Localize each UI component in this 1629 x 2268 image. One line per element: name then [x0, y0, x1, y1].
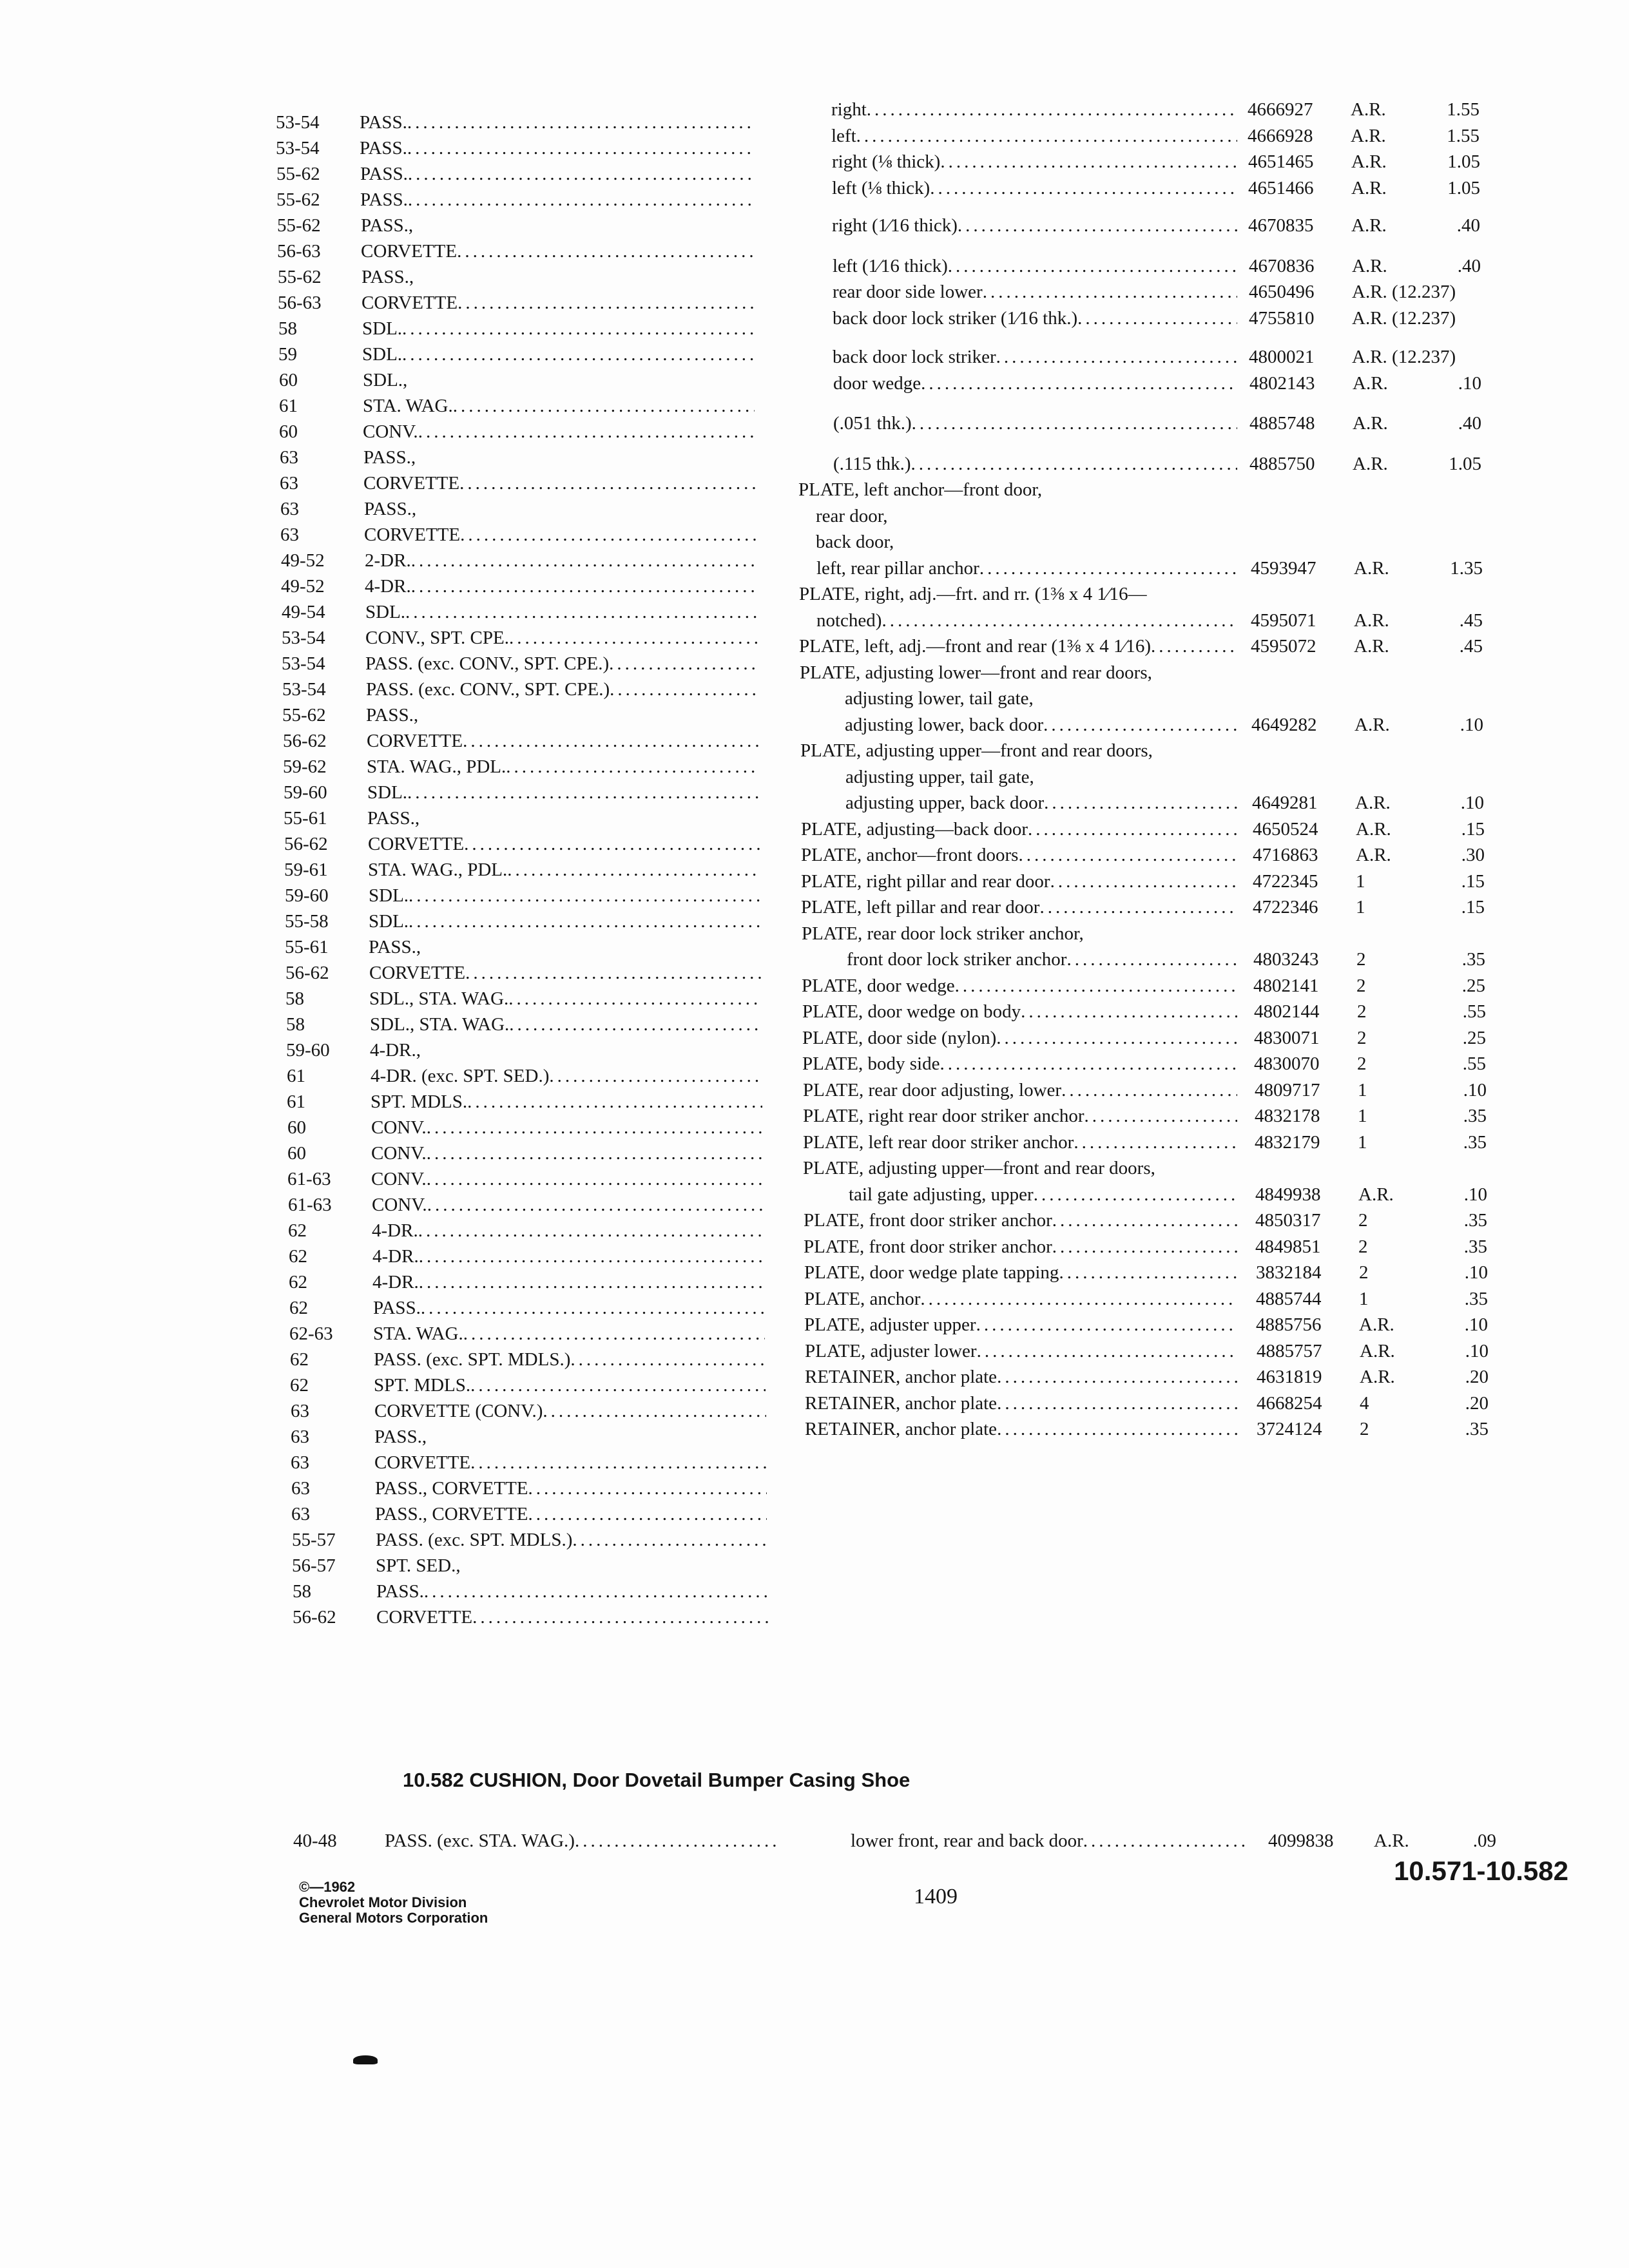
part-description: (.115 thk.) ..... — [833, 451, 1237, 477]
model-name: CORVETTE ..... — [374, 1450, 766, 1475]
model-name: CONV. ..... — [371, 1166, 763, 1192]
part-number: 4802141 — [1253, 975, 1319, 996]
part-description: PLATE, door wedge on body ..... — [802, 999, 1237, 1024]
part-description: adjusting lower, tail gate, — [845, 688, 1034, 709]
section-quantity: A.R. — [1374, 1831, 1409, 1851]
part-number: 4666927 — [1248, 99, 1313, 120]
model-year: 62 — [289, 1272, 307, 1293]
part-description: rear door, — [816, 506, 888, 526]
price: .35 — [1463, 1236, 1487, 1257]
page-number: 1409 — [914, 1885, 958, 1908]
price: .40 — [1457, 256, 1481, 276]
model-name: CORVETTE ..... — [363, 470, 755, 496]
price: .20 — [1465, 1393, 1489, 1414]
model-name: CONV. ..... — [371, 1140, 763, 1166]
price: .40 — [1458, 413, 1481, 434]
model-name: CORVETTE ..... — [364, 522, 756, 548]
quantity: 2 — [1359, 1262, 1369, 1283]
part-description: PLATE, anchor—front doors ..... — [801, 842, 1237, 868]
model-name: 2-DR. ..... — [365, 548, 757, 573]
part-description: RETAINER, anchor plate ..... — [805, 1390, 1237, 1416]
part-description: left (1⁄16 thick) ..... — [833, 253, 1237, 279]
model-year: 61-63 — [288, 1195, 332, 1215]
model-year: 53-54 — [276, 138, 320, 159]
model-name: PASS., CORVETTE ..... — [375, 1501, 767, 1527]
model-year: 60 — [287, 1117, 306, 1138]
model-name: SDL. ..... — [369, 883, 760, 908]
part-number: 4830071 — [1254, 1028, 1320, 1048]
quantity: A.R. — [1354, 558, 1389, 579]
model-name: SDL., — [363, 370, 408, 390]
model-year: 58 — [293, 1581, 311, 1602]
part-number: 4670835 — [1248, 215, 1314, 236]
part-description: PLATE, front door striker anchor ..... — [804, 1234, 1237, 1260]
quantity: 2 — [1358, 1236, 1368, 1257]
model-name: PASS. ..... — [360, 187, 752, 213]
part-description: notched) ..... — [816, 608, 1237, 633]
part-number: 4716863 — [1253, 845, 1318, 865]
price: .10 — [1464, 1262, 1488, 1283]
copyright: ©—1962 — [299, 1879, 356, 1895]
part-number: 4803243 — [1253, 949, 1319, 970]
model-year: 55-62 — [278, 267, 322, 287]
part-number: 4631819 — [1257, 1367, 1322, 1387]
quantity: A.R. — [1359, 1314, 1394, 1335]
model-year: 53-54 — [282, 653, 325, 674]
model-name: SDL. ..... — [362, 316, 754, 341]
model-name: 4-DR., — [370, 1040, 421, 1061]
model-year: 61 — [287, 1066, 305, 1086]
ink-mark — [353, 2055, 378, 2064]
part-number: 4651465 — [1248, 151, 1314, 172]
quantity: 2 — [1357, 1053, 1367, 1074]
quantity: A.R. (12.237) — [1352, 308, 1456, 329]
model-year: 56-63 — [278, 293, 322, 313]
quantity: A.R. — [1351, 215, 1387, 236]
quantity: A.R. — [1356, 845, 1391, 865]
section-range: 10.571-10.582 — [1394, 1856, 1568, 1886]
quantity: A.R. — [1355, 793, 1391, 813]
quantity: A.R. — [1351, 178, 1387, 198]
part-number: 4849938 — [1255, 1184, 1321, 1205]
part-description: PLATE, adjuster upper ..... — [804, 1312, 1237, 1338]
section-description: lower front, rear and back door ..... — [851, 1828, 1247, 1854]
model-year: 59-60 — [285, 885, 329, 906]
part-number: 4802144 — [1254, 1001, 1320, 1022]
model-year: 55-61 — [285, 937, 329, 957]
model-name: 4-DR. (exc. SPT. SED.) ..... — [371, 1063, 762, 1089]
model-year: 61 — [287, 1091, 305, 1112]
model-year: 55-62 — [282, 705, 326, 726]
model-year: 55-62 — [276, 189, 320, 210]
price: .55 — [1462, 1053, 1486, 1074]
part-number: 4651466 — [1248, 178, 1314, 198]
price: 1.55 — [1447, 99, 1480, 120]
part-number: 4722345 — [1253, 871, 1318, 892]
part-description: back door lock striker ..... — [833, 344, 1237, 370]
model-name: STA. WAG. ..... — [363, 393, 755, 419]
model-year: 62 — [289, 1298, 308, 1318]
part-description: rear door side lower ..... — [833, 279, 1237, 305]
model-year: 55-62 — [276, 164, 320, 184]
part-description: PLATE, adjusting lower—front and rear doors, — [800, 662, 1152, 683]
model-year: 53-54 — [282, 679, 326, 700]
model-year: 62 — [288, 1220, 307, 1241]
part-number: 4885757 — [1257, 1341, 1322, 1361]
quantity: A.R. — [1354, 715, 1390, 735]
part-number: 4830070 — [1254, 1053, 1320, 1074]
part-description: PLATE, rear door lock striker anchor, — [802, 923, 1084, 944]
price: .10 — [1458, 373, 1481, 394]
price: .35 — [1463, 1132, 1487, 1153]
price: 1.05 — [1447, 178, 1480, 198]
part-description: PLATE, adjuster lower ..... — [805, 1338, 1237, 1364]
model-year: 61-63 — [287, 1169, 331, 1189]
model-year: 49-52 — [281, 550, 325, 571]
model-name: SDL., STA. WAG. ..... — [369, 986, 761, 1012]
part-description: PLATE, right pillar and rear door ..... — [801, 869, 1237, 894]
model-year: 58 — [278, 318, 297, 339]
model-name: CONV. ..... — [372, 1192, 764, 1218]
price: .10 — [1460, 715, 1483, 735]
model-year: 49-54 — [282, 602, 325, 622]
part-number: 4595072 — [1251, 636, 1316, 657]
model-name: CORVETTE ..... — [361, 238, 753, 264]
model-name: 4-DR. ..... — [372, 1269, 764, 1295]
model-name: PASS. ..... — [376, 1579, 768, 1604]
part-number: 4832179 — [1255, 1132, 1320, 1153]
model-name: PASS., — [361, 267, 414, 287]
model-name: PASS. ..... — [373, 1295, 765, 1321]
model-year: 53-54 — [276, 112, 320, 133]
part-number: 4802143 — [1249, 373, 1315, 394]
quantity: A.R. — [1354, 636, 1389, 657]
model-name: SDL. ..... — [365, 599, 757, 625]
part-description: PLATE, right, adj.—frt. and rr. (1⅜ x 4 1⁄16— — [799, 584, 1147, 604]
model-year: 56-63 — [277, 241, 321, 262]
model-year: 59-61 — [284, 860, 328, 880]
quantity: A.R. — [1354, 610, 1389, 631]
quantity: 2 — [1357, 1028, 1367, 1048]
part-description: door wedge ..... — [833, 370, 1237, 396]
quantity: 2 — [1357, 1001, 1367, 1022]
quantity: A.R. — [1353, 373, 1388, 394]
quantity: A.R. — [1356, 819, 1391, 840]
model-year: 58 — [285, 988, 304, 1009]
part-description: right ..... — [831, 97, 1237, 122]
model-name: CORVETTE ..... — [369, 960, 761, 986]
corporation-name: General Motors Corporation — [299, 1910, 488, 1926]
part-number: 4755810 — [1249, 308, 1315, 329]
part-number: 4885750 — [1249, 454, 1315, 474]
part-number: 4885756 — [1256, 1314, 1322, 1335]
model-year: 63 — [280, 447, 298, 468]
quantity: 1 — [1358, 1132, 1367, 1153]
model-name: SDL. ..... — [369, 908, 760, 934]
part-description: back door, — [816, 532, 894, 552]
model-year: 59-60 — [286, 1040, 330, 1061]
model-name: PASS. (exc. SPT. MDLS.) ..... — [376, 1527, 767, 1553]
model-name: SDL. ..... — [362, 341, 754, 367]
part-number: 4649281 — [1252, 793, 1318, 813]
model-name: CORVETTE ..... — [361, 290, 753, 316]
part-description: PLATE, door wedge plate tapping ..... — [804, 1260, 1237, 1285]
quantity: 1 — [1356, 871, 1365, 892]
price: .45 — [1459, 610, 1483, 631]
quantity: A.R. (12.237) — [1352, 347, 1456, 367]
model-year: 63 — [280, 473, 298, 494]
section-part-number: 4099838 — [1268, 1831, 1334, 1851]
price: .15 — [1461, 871, 1485, 892]
model-year: 56-62 — [284, 834, 328, 854]
part-number: 4668254 — [1257, 1393, 1322, 1414]
part-number: 4722346 — [1253, 897, 1318, 918]
price: .35 — [1463, 1106, 1487, 1126]
quantity: A.R. — [1351, 99, 1386, 120]
part-description: PLATE, body side ..... — [802, 1051, 1237, 1077]
model-year: 60 — [287, 1143, 306, 1164]
price: .20 — [1465, 1367, 1489, 1387]
model-year: 63 — [291, 1427, 309, 1447]
model-name: CORVETTE ..... — [368, 831, 760, 857]
part-description: PLATE, left rear door striker anchor ..... — [803, 1129, 1237, 1155]
quantity: 2 — [1356, 949, 1366, 970]
model-name: PASS. (exc. SPT. MDLS.) ..... — [374, 1347, 766, 1372]
part-number: 4832178 — [1255, 1106, 1320, 1126]
price: .35 — [1464, 1289, 1488, 1309]
part-description: right (⅛ thick) ..... — [832, 149, 1237, 175]
price: .10 — [1463, 1184, 1487, 1205]
part-number: 4885744 — [1256, 1289, 1322, 1309]
model-year: 60 — [279, 370, 298, 390]
quantity: 1 — [1358, 1080, 1367, 1100]
price: 1.05 — [1447, 151, 1480, 172]
part-number: 4885748 — [1249, 413, 1315, 434]
model-year: 63 — [280, 499, 299, 519]
model-name: CONV. ..... — [363, 419, 755, 445]
part-description: RETAINER, anchor plate ..... — [805, 1364, 1237, 1390]
price: .35 — [1463, 1210, 1487, 1231]
part-description: tail gate adjusting, upper ..... — [849, 1182, 1237, 1207]
quantity: 1 — [1356, 897, 1365, 918]
part-description: PLATE, anchor ..... — [804, 1286, 1237, 1312]
part-description: PLATE, left pillar and rear door ..... — [801, 894, 1237, 920]
part-number: 4809717 — [1255, 1080, 1320, 1100]
quantity: 2 — [1360, 1419, 1369, 1439]
price: .25 — [1461, 975, 1485, 996]
model-name: SPT. MDLS. ..... — [371, 1089, 762, 1115]
part-description: PLATE, door wedge ..... — [802, 973, 1237, 999]
part-description: PLATE, adjusting upper—front and rear doors, — [803, 1158, 1155, 1178]
part-description: PLATE, adjusting—back door ..... — [801, 816, 1237, 842]
part-description: right (1⁄16 thick) ..... — [832, 213, 1237, 238]
model-name: PASS., — [374, 1427, 427, 1447]
model-year: 56-57 — [292, 1555, 336, 1576]
section-price: .09 — [1472, 1831, 1496, 1851]
part-number: 4850317 — [1255, 1210, 1321, 1231]
part-description: PLATE, right rear door striker anchor ..... — [803, 1103, 1237, 1129]
model-year: 63 — [291, 1504, 310, 1524]
quantity: A.R. — [1353, 413, 1388, 434]
quantity: A.R. — [1358, 1184, 1394, 1205]
model-year: 63 — [291, 1478, 310, 1499]
section-heading: 10.582 CUSHION, Door Dovetail Bumper Casing Shoe — [403, 1769, 911, 1791]
model-year: 55-58 — [285, 911, 329, 932]
model-name: PASS. (exc. CONV., SPT. CPE.) ..... — [365, 651, 757, 677]
part-description: adjusting upper, back door ..... — [845, 790, 1237, 816]
quantity: A.R. — [1351, 151, 1387, 172]
model-year: 59 — [278, 344, 297, 365]
part-description: adjusting upper, tail gate, — [845, 767, 1034, 787]
part-description: PLATE, left, adj.—front and rear (1⅜ x 4 1⁄16) ..... — [799, 633, 1237, 659]
part-description: RETAINER, anchor plate ..... — [805, 1416, 1237, 1442]
part-description: PLATE, front door striker anchor ..... — [804, 1207, 1237, 1233]
model-year: 56-62 — [283, 731, 327, 751]
quantity: A.R. — [1360, 1341, 1395, 1361]
model-name: 4-DR. ..... — [372, 1244, 764, 1269]
part-description: PLATE, adjusting upper—front and rear doors, — [800, 740, 1153, 761]
quantity: A.R. (12.237) — [1352, 282, 1456, 302]
model-year: 55-61 — [284, 808, 327, 829]
part-number: 4595071 — [1251, 610, 1316, 631]
model-year: 59-60 — [284, 782, 327, 803]
model-year: 63 — [291, 1401, 309, 1421]
model-year: 59-62 — [283, 756, 327, 777]
model-year: 63 — [280, 524, 299, 545]
quantity: 4 — [1360, 1393, 1369, 1414]
model-name: PASS., CORVETTE ..... — [375, 1475, 767, 1501]
part-description: PLATE, door side (nylon) ..... — [802, 1025, 1237, 1051]
section-year: 40-48 — [293, 1831, 337, 1851]
part-number: 4650496 — [1249, 282, 1315, 302]
model-year: 60 — [279, 421, 298, 442]
part-description: PLATE, left anchor—front door, — [798, 479, 1043, 500]
model-year: 62 — [290, 1349, 309, 1370]
model-year: 49-52 — [281, 576, 325, 597]
quantity: 1 — [1359, 1289, 1369, 1309]
part-description: PLATE, rear door adjusting, lower ..... — [803, 1077, 1237, 1103]
price: .35 — [1465, 1419, 1489, 1439]
model-name: PASS., — [361, 215, 414, 236]
model-name: PASS., — [364, 499, 417, 519]
part-description: left ..... — [831, 123, 1237, 149]
model-year: 56-62 — [293, 1607, 336, 1628]
price: .10 — [1463, 1080, 1487, 1100]
part-number: 3832184 — [1256, 1262, 1322, 1283]
model-name: 4-DR. ..... — [372, 1218, 764, 1244]
model-name: CORVETTE (CONV.) ..... — [374, 1398, 766, 1424]
quantity: A.R. — [1360, 1367, 1395, 1387]
model-name: CONV. ..... — [371, 1115, 763, 1140]
model-name: CONV., SPT. CPE. ..... — [365, 625, 757, 651]
part-description: adjusting lower, back door ..... — [845, 712, 1237, 738]
model-name: PASS., — [363, 447, 416, 468]
part-number: 4666928 — [1248, 126, 1313, 146]
price: .45 — [1459, 636, 1483, 657]
model-name: CORVETTE ..... — [376, 1604, 768, 1630]
division-name: Chevrolet Motor Division — [299, 1894, 467, 1910]
quantity: A.R. — [1351, 126, 1386, 146]
part-number: 4650524 — [1253, 819, 1318, 840]
part-number: 4593947 — [1251, 558, 1316, 579]
price: .55 — [1462, 1001, 1486, 1022]
model-year: 61 — [279, 396, 298, 416]
model-year: 55-57 — [292, 1530, 336, 1550]
section-model: PASS. (exc. STA. WAG.) ..... — [385, 1828, 778, 1854]
price: .10 — [1464, 1314, 1488, 1335]
quantity: 2 — [1356, 975, 1366, 996]
price: .10 — [1460, 793, 1484, 813]
part-number: 4649282 — [1251, 715, 1317, 735]
model-name: 4-DR. ..... — [365, 573, 757, 599]
model-name: SPT. MDLS. ..... — [374, 1372, 766, 1398]
price: 1.35 — [1450, 558, 1483, 579]
quantity: 1 — [1358, 1106, 1367, 1126]
price: 1.55 — [1447, 126, 1480, 146]
part-number: 3724124 — [1257, 1419, 1322, 1439]
part-description: left (⅛ thick) ..... — [832, 175, 1237, 201]
model-year: 62-63 — [289, 1323, 333, 1344]
model-name: STA. WAG. ..... — [373, 1321, 765, 1347]
part-description: front door lock striker anchor ..... — [847, 947, 1237, 972]
price: .10 — [1465, 1341, 1489, 1361]
model-name: STA. WAG., PDL. ..... — [368, 857, 760, 883]
model-name: SDL. ..... — [367, 780, 759, 805]
model-name: PASS. ..... — [360, 110, 751, 135]
model-year: 62 — [289, 1246, 307, 1267]
part-number: 4849851 — [1255, 1236, 1321, 1257]
part-description: back door lock striker (1⁄16 thk.) ..... — [833, 305, 1237, 331]
quantity: 2 — [1358, 1210, 1368, 1231]
price: 1.05 — [1449, 454, 1481, 474]
part-description: (.051 thk.) ..... — [833, 410, 1237, 436]
quantity: A.R. — [1352, 256, 1387, 276]
model-name: CORVETTE ..... — [367, 728, 758, 754]
price: .15 — [1461, 819, 1485, 840]
model-year: 63 — [291, 1452, 309, 1473]
model-name: PASS., — [369, 937, 421, 957]
model-name: PASS. (exc. CONV., SPT. CPE.) ..... — [366, 677, 758, 702]
price: .25 — [1462, 1028, 1486, 1048]
model-name: PASS., — [366, 705, 419, 726]
part-number: 4670836 — [1249, 256, 1315, 276]
model-year: 53-54 — [282, 628, 325, 648]
model-year: 58 — [286, 1014, 305, 1035]
part-number: 4800021 — [1249, 347, 1315, 367]
model-name: PASS., — [367, 808, 420, 829]
model-name: SPT. SED., — [376, 1555, 461, 1576]
price: .40 — [1456, 215, 1480, 236]
model-year: 56-62 — [285, 963, 329, 983]
model-name: SDL., STA. WAG. ..... — [370, 1012, 762, 1037]
model-name: PASS. ..... — [360, 135, 751, 161]
part-description: left, rear pillar anchor ..... — [816, 555, 1237, 581]
price: .35 — [1461, 949, 1485, 970]
price: .15 — [1461, 897, 1485, 918]
model-year: 62 — [290, 1375, 309, 1396]
model-name: PASS. ..... — [360, 161, 752, 187]
price: .30 — [1461, 845, 1485, 865]
quantity: A.R. — [1353, 454, 1388, 474]
model-name: STA. WAG., PDL. ..... — [367, 754, 758, 780]
model-year: 55-62 — [277, 215, 321, 236]
